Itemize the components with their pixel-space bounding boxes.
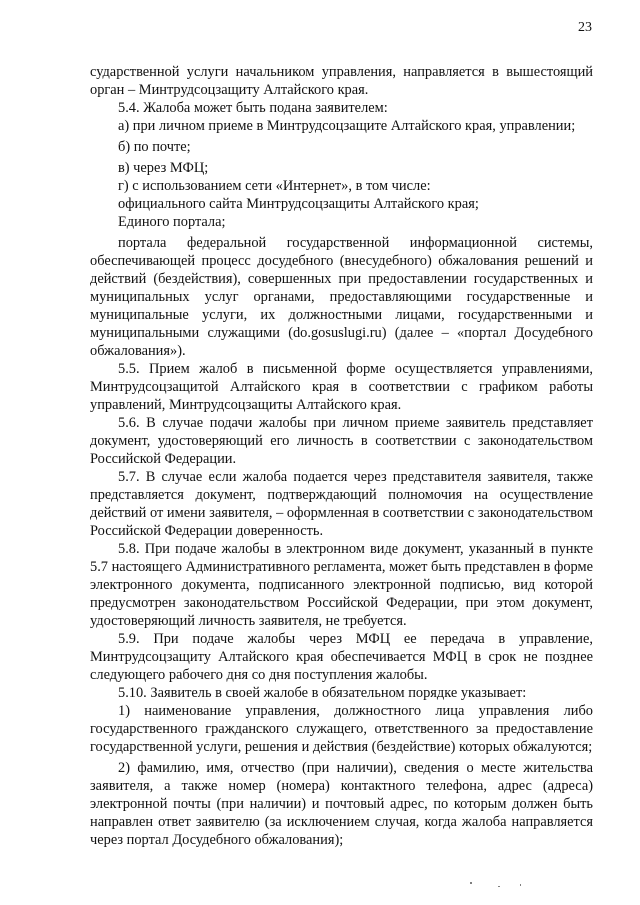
paragraph: 5.6. В случае подачи жалобы при личном приеме заявитель представляет документ, удостоверяющий его личность в соответствии с законодательством Российской Федерации.: [90, 415, 593, 467]
paragraph: а) при личном приеме в Минтрудсоцзащите Алтайского края, управлении;: [118, 118, 576, 134]
paragraph: 5.9. При подаче жалобы через МФЦ ее передача в управление, Минтрудсоцзащиту Алтайского края обеспечивается МФЦ в срок не позднее следующего рабочего дня со дня поступления жалобы.: [90, 631, 593, 683]
paragraph: г) с использованием сети «Интернет», в том числе:: [118, 178, 431, 194]
page-number: 23: [578, 20, 592, 35]
document-body: [90, 63, 593, 849]
paragraph: 5.10. Заявитель в своей жалобе в обязательном порядке указывает:: [118, 685, 527, 701]
scan-speck: [498, 886, 500, 887]
paragraph: 5.4. Жалоба может быть подана заявителем:: [118, 100, 388, 116]
paragraph: 5.5. Прием жалоб в письменной форме осуществляется управлениями, Минтрудсоцзащитой Алтайского края в соответствии с графиком работы управлений, Минтрудсоцзащиты Алтайского края.: [90, 361, 593, 413]
paragraph: официального сайта Минтрудсоцзащиты Алтайского края;: [118, 196, 479, 212]
paragraph: портала федеральной государственной информационной системы, обеспечивающей процесс досудебного (внесудебного) обжалования решений и действий (бездействия), совершенных при предоставлении государственных и муниципальных услуг органами, предоставляющими государственные и муниципальные услуги, их должностными лицами, государственными и муниципальными служащими (do.gosuslugi.ru) (далее – «портал Досудебного обжалования»).: [90, 235, 593, 359]
paragraph: 5.7. В случае если жалоба подается через представителя заявителя, также представляется документ, подтверждающий полномочия на осуществление действий от имени заявителя, – оформленная в соответствии с законодательством Российской Федерации доверенность.: [90, 469, 593, 539]
paragraph: Единого портала;: [118, 214, 226, 230]
paragraph: сударственной услуги начальником управления, направляется в вышестоящий орган – Минтрудсоцзащиту Алтайского края.: [90, 64, 593, 98]
scan-speck: [520, 884, 521, 886]
paragraph: 5.8. При подаче жалобы в электронном виде документ, указанный в пункте 5.7 настоящего Административного регламента, может быть представлен в форме электронного документа, подписанного электронной подписью, вид которой предусмотрен законодательством Российской Федерации, при этом документ, удостоверяющий личность заявителя, не требуется.: [90, 541, 593, 629]
scan-speck: [470, 882, 472, 884]
paragraph: 2) фамилию, имя, отчество (при наличии), сведения о месте жительства заявителя, а также номер (номера) контактного телефона, адрес (адреса) электронной почты (при наличии) и почтовый адрес, по которым должен быть направлен ответ заявителю (за исключением случая, когда жалоба направляется через портал Досудебного обжалования);: [90, 760, 593, 848]
paragraph: 1) наименование управления, должностного лица управления либо государственного гражданского служащего, ответственного за предоставление государственной услуги, решения и действия (бездействие) которых обжалуются;: [90, 703, 593, 755]
paragraph: в) через МФЦ;: [118, 160, 209, 176]
paragraph: б) по почте;: [118, 139, 191, 155]
